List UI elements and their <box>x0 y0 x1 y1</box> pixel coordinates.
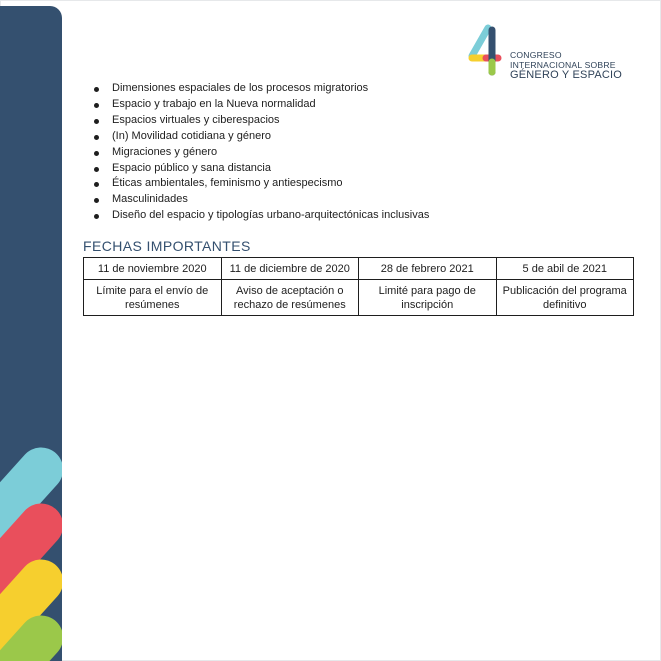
date-cell: 28 de febrero 2021 <box>359 258 497 280</box>
description-line: Limité para pago de <box>378 284 476 297</box>
table-row-descriptions <box>84 280 634 316</box>
topic-item: Migraciones y género <box>93 145 453 161</box>
decorative-side-band <box>0 0 62 661</box>
topic-item: Masculinidades <box>93 192 453 208</box>
important-dates-table <box>83 257 634 316</box>
description-line: definitivo <box>543 298 587 311</box>
topic-item: Éticas ambientales, feminismo y antiespecismo <box>93 176 453 192</box>
logo-text-top <box>510 50 616 70</box>
description-line: inscripción <box>401 298 454 311</box>
description-cell <box>359 280 497 316</box>
logo-line-1: CONGRESO <box>510 50 562 60</box>
table-row-dates <box>84 258 634 280</box>
description-cell <box>221 280 359 316</box>
topic-item: Diseño del espacio y tipologías urbano-arquitectónicas inclusivas <box>93 208 453 224</box>
date-cell: 11 de noviembre 2020 <box>84 258 222 280</box>
description-line: Límite para el envío de <box>96 284 209 297</box>
congress-logo <box>466 22 636 84</box>
date-cell: 5 de abil de 2021 <box>496 258 634 280</box>
topic-item: Espacios virtuales y ciberespacios <box>93 113 453 129</box>
topic-item: Espacio público y sana distancia <box>93 161 453 177</box>
logo-line-2: INTERNACIONAL SOBRE <box>510 60 616 70</box>
description-line: Aviso de aceptación o <box>236 284 344 297</box>
topic-list <box>93 81 453 224</box>
date-cell: 11 de diciembre de 2020 <box>221 258 359 280</box>
description-cell <box>496 280 634 316</box>
description-cell <box>84 280 222 316</box>
topic-item: Espacio y trabajo en la Nueva normalidad <box>93 97 453 113</box>
number-four-logo-icon <box>466 22 510 80</box>
topic-item: Dimensiones espaciales de los procesos migratorios <box>93 81 453 97</box>
description-line: Publicación del programa <box>502 284 627 297</box>
section-title-dates: FECHAS IMPORTANTES <box>83 238 251 254</box>
logo-line-3: GÉNERO Y ESPACIO <box>510 69 623 81</box>
description-line: resúmenes <box>125 298 180 311</box>
description-line: rechazo de resúmenes <box>233 298 346 311</box>
topic-item: (In) Movilidad cotidiana y género <box>93 129 453 145</box>
